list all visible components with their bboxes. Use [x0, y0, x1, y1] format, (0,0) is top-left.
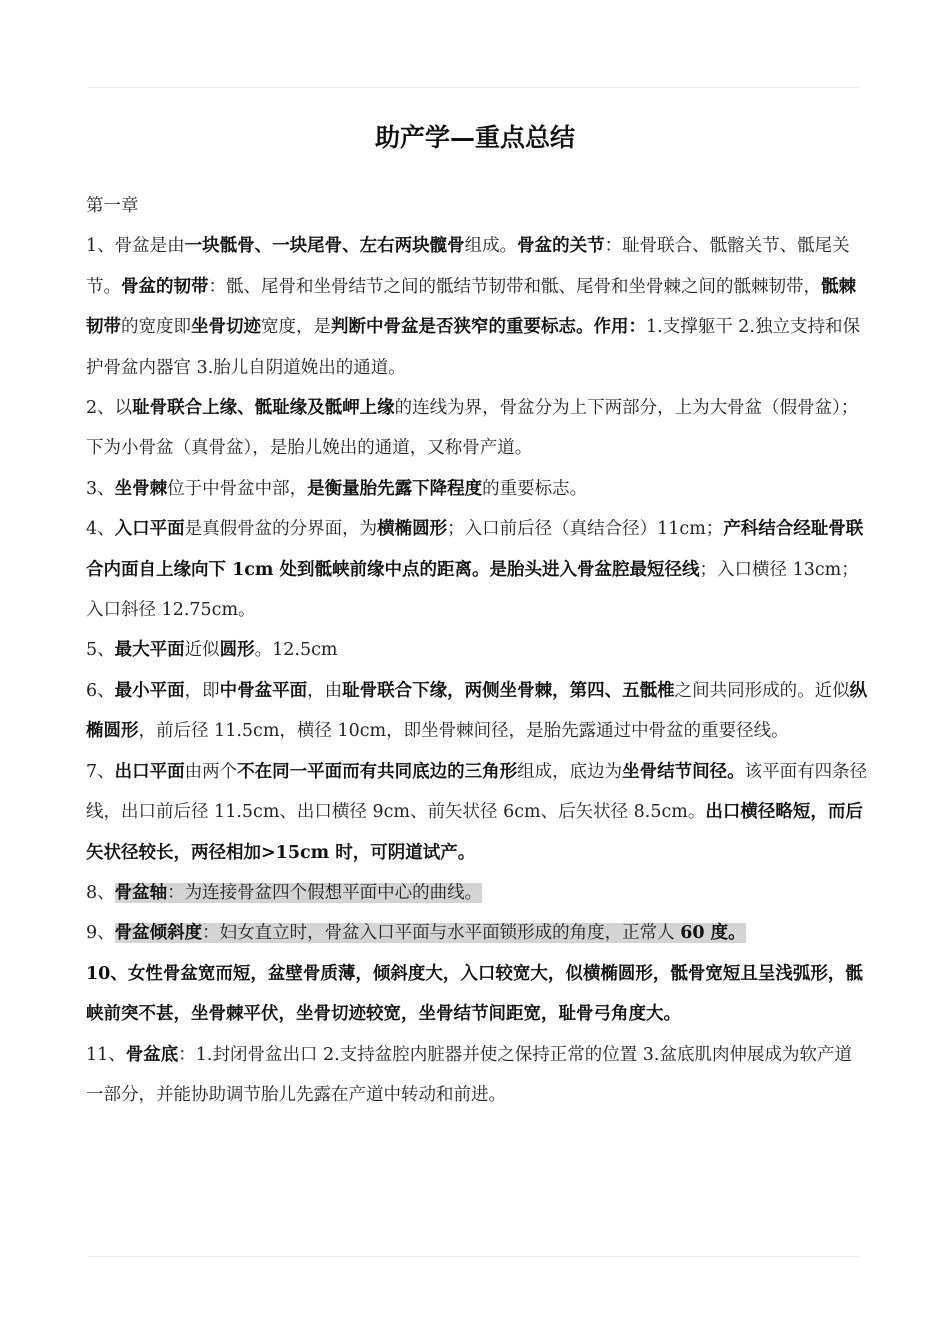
text-span: 之间共同形成的。近似 — [674, 680, 850, 701]
bold-text: 横椭圆形 — [377, 519, 448, 540]
page-title: 助产学—重点总结 — [374, 123, 575, 152]
text-span: 近似 — [184, 640, 220, 661]
paragraph-item-1 — [86, 226, 868, 388]
text-span: ：骶、尾骨和坐骨结节之间的骶结节韧带和骶、尾骨和坐骨棘之间的骶棘韧带， — [208, 276, 821, 297]
bold-text: 入口平面 — [114, 519, 185, 540]
text-span: 底边为 — [569, 761, 623, 782]
paragraph-item-10 — [86, 954, 868, 1035]
text-span: 6、 — [86, 680, 115, 701]
text-span: ；入口前后径（真结合径）11cm； — [447, 519, 724, 540]
text-span: 1.支撑躯干 2.独立支持和保护骨盆内器官 3.胎儿自阴道娩出的通道。 — [86, 317, 860, 378]
text-span: 7、 — [86, 761, 115, 782]
bold-text: 耻骨联合上缘、骶耻缘及骶岬上缘 — [132, 398, 395, 419]
bold-text: 最小平面 — [114, 680, 185, 701]
text-span: 的宽度即 — [121, 317, 191, 338]
text-span: 的连线为界，骨盆分为上下两部分，上为大骨盆（假骨盆）；下为小骨盆（真骨盆），是胎儿娩出的通道，又称骨产道。 — [86, 398, 859, 459]
bold-text: 是衡量胎先露下降程度 — [307, 478, 483, 499]
paragraph-item-11 — [86, 1035, 868, 1116]
bold-text: 最大平面 — [114, 640, 185, 661]
bold-text: 圆形 — [219, 640, 255, 661]
chapter-heading: 第一章 — [86, 196, 139, 216]
text-span: ，由 — [307, 680, 343, 701]
text-span: ；入口横径 13cm；入口斜径 12.75cm。 — [86, 559, 859, 621]
text-span: 3、 — [86, 478, 115, 499]
text-span: 。12.5cm — [254, 640, 338, 661]
bold-text: 不在同一平面而有共同底边的三角形 — [237, 761, 518, 782]
bold-text: 判断中骨盆是否狭窄的重要标志。作用： — [331, 317, 646, 338]
text-span: 4、 — [86, 519, 115, 540]
paragraph-item-7 — [86, 752, 868, 873]
bold-text: 坐骨结节间径。 — [622, 761, 745, 782]
paragraph-item-6 — [86, 671, 868, 752]
paragraph-item-9 — [86, 913, 868, 953]
bottom-divider — [88, 1256, 860, 1257]
text-span: 9、 — [86, 923, 115, 944]
bold-text: 纵椭圆形 — [86, 680, 868, 742]
text-span: ：为连接骨盆四个假想平面中心的曲线。 — [167, 882, 483, 903]
bold-text: 坐骨切迹 — [191, 317, 261, 338]
text-span: ：1.封闭骨盆出口 2.支持盆腔内脏器并使之保持正常的位置 3.盆底肌肉伸展成为软产道一部分，并能协助调节胎儿先露在产道中转动和前进。 — [86, 1044, 852, 1105]
text-span: 由两个 — [184, 761, 238, 782]
text-span: 组成， — [517, 761, 570, 782]
text-span: 1、骨盆是由 — [86, 236, 185, 257]
paragraph-item-4 — [86, 509, 868, 630]
bold-text: 中骨盆平面 — [219, 680, 308, 701]
bold-text: 骨盆倾斜度 — [114, 923, 203, 944]
bold-text: 10、女性骨盆宽而短，盆壁骨质薄，倾斜度大，入口较宽大，似横椭圆形，骶骨宽短且呈浅弧形，骶峡前突不甚，坐骨棘平伏，坐骨切迹较宽，坐骨结节间距宽，耻骨弓角度大。 — [86, 963, 863, 1025]
bold-text: 坐骨棘 — [114, 478, 168, 499]
text-span: 该平面有四条径线，出口前后径 11.5cm、出口横径 9cm、前矢状径 6cm、后矢状径 8.5cm。 — [86, 761, 868, 823]
text-span: ，前后径 11.5cm，横径 10cm，即坐骨棘间径，是胎先露通过中骨盆的重要径线。 — [138, 721, 789, 742]
text-span: 11、 — [86, 1044, 126, 1065]
bold-text: 出口横径略短，而后矢状径较长，两径相加>15cm 时，可阴道试产。 — [86, 802, 863, 863]
bold-text: 骨盆的韧带 — [121, 276, 209, 297]
top-divider — [88, 87, 860, 88]
paragraph-item-2 — [86, 388, 868, 469]
paragraph-item-3 — [86, 469, 868, 509]
text-span: 8、 — [86, 882, 115, 903]
paragraph-item-5 — [86, 630, 868, 670]
bold-text: 产科结合经耻骨联合内面自上缘向下 1cm 处到骶峡前缘中点的距离。是胎头进入骨盆腔最短径线 — [86, 519, 864, 580]
text-span: 宽度，是 — [261, 317, 331, 338]
bold-text: 一块骶骨、一块尾骨、左右两块髋骨 — [184, 236, 465, 257]
bold-text: 骨盆底 — [125, 1044, 179, 1065]
bold-text: 出口平面 — [114, 761, 185, 782]
bold-text: 60 度。 — [680, 923, 746, 944]
text-span: 2、以 — [86, 398, 133, 419]
text-span: 的重要标志。 — [482, 478, 588, 499]
text-span: 5、 — [86, 640, 115, 661]
text-span: ，即 — [184, 680, 220, 701]
text-span: ：妇女直立时，骨盆入口平面与水平面锁形成的角度，正常人 — [202, 923, 681, 944]
paragraph-item-8 — [86, 873, 868, 913]
bold-text: 骶棘韧带 — [86, 276, 856, 338]
bold-text: 骨盆轴 — [114, 882, 168, 903]
paragraph-list — [86, 226, 868, 1115]
bold-text: 耻骨联合下缘，两侧坐骨棘，第四、五骶椎 — [342, 680, 675, 701]
document-body — [86, 186, 868, 1115]
text-span: 位于中骨盆中部， — [167, 478, 308, 499]
text-span: ：耻骨联合、骶髂关节、骶尾关节。 — [86, 236, 850, 297]
text-span: 是真假骨盆的分界面，为 — [184, 519, 378, 540]
text-span: 组成。 — [464, 236, 518, 257]
bold-text: 骨盆的关节 — [517, 236, 605, 257]
